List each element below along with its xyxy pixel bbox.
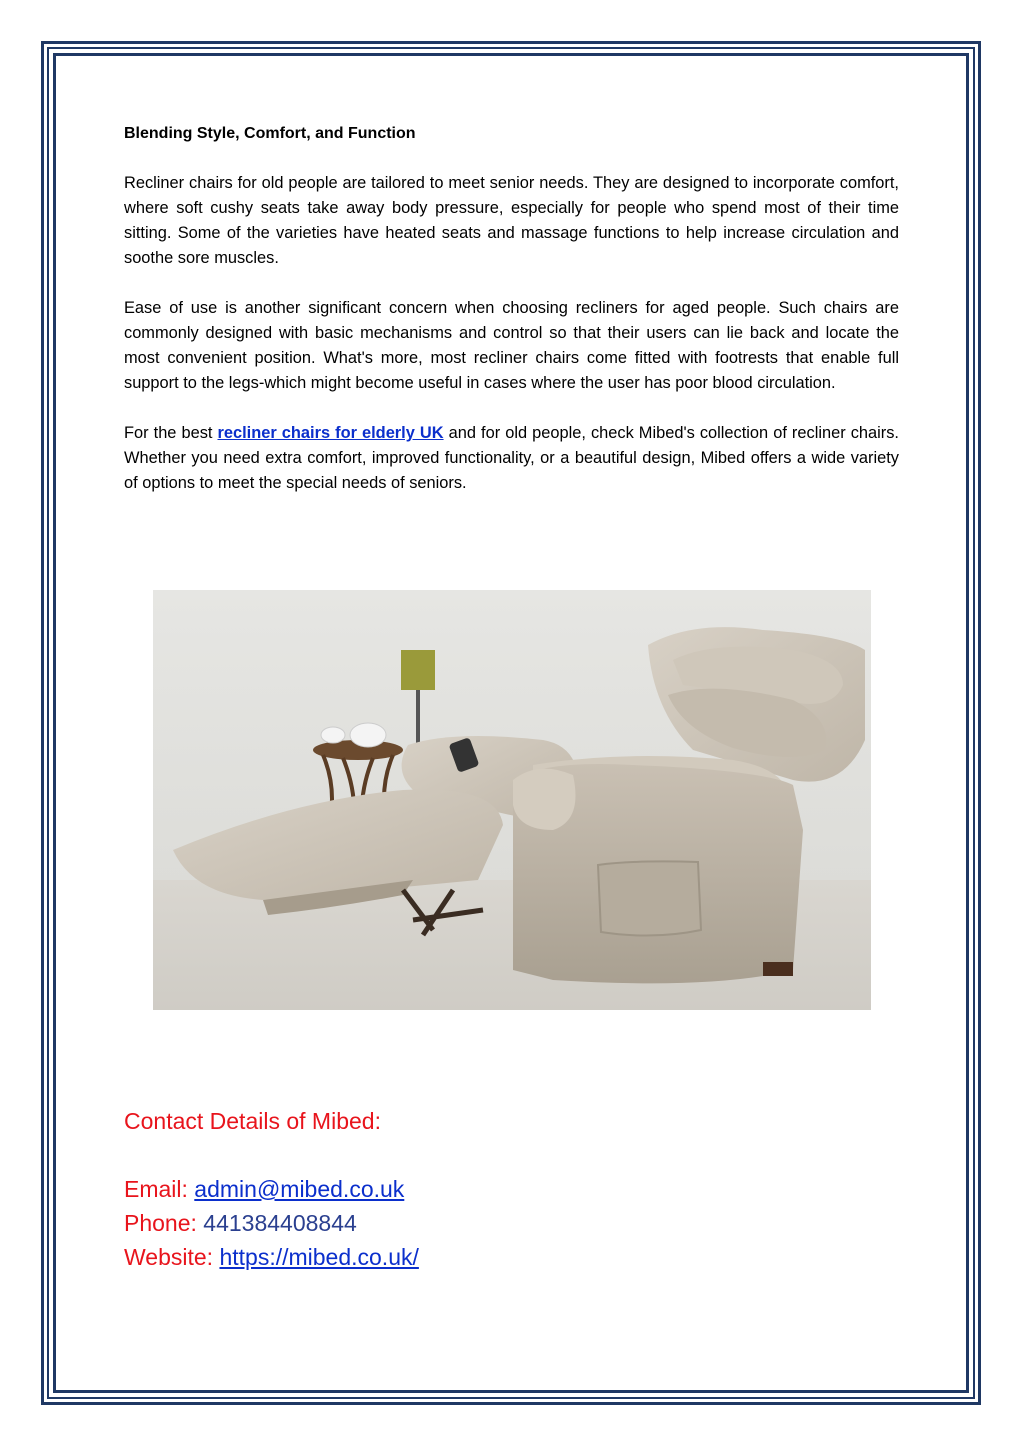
paragraph-comfort: Recliner chairs for old people are tailored to meet senior needs. They are designed to incorporate comfort, where soft cushy seats take away body pressure, especially for people who spend most of their time sitting. Some of the varieties have heated seats and massage functions to help increase circulation and soothe sore muscles. xyxy=(124,174,899,267)
email-label: Email: xyxy=(124,1176,195,1202)
recliner-chairs-link[interactable]: recliner chairs for elderly UK xyxy=(217,424,444,442)
article-body xyxy=(124,123,899,521)
paragraph-text-after-link: and for old people, check Mibed's collection of recliner chairs. Whether you need extra comfort, improved functionality, or a beautiful design, Mibed offers a wide variety of options to meet the special needs of seniors. xyxy=(124,424,899,492)
website-line xyxy=(124,1240,824,1274)
email-line xyxy=(124,1172,824,1206)
recliner-chair-photo xyxy=(153,590,871,1010)
paragraph-ease-of-use: Ease of use is another significant concern when choosing recliners for aged people. Such chairs are commonly designed with basic mechanisms and control so that their users can lie back and locate the most convenient position. What's more, most recliner chairs come fitted with footrests that enable full support to the legs-which might become useful in cases where the user has poor blood circulation. xyxy=(124,299,899,392)
phone-line xyxy=(124,1206,824,1240)
paragraph-text-before-link: For the best xyxy=(124,424,218,442)
contact-title: Contact Details of Mibed: xyxy=(124,1108,381,1134)
article-heading: Blending Style, Comfort, and Function xyxy=(124,125,416,142)
phone-number: 441384408844 xyxy=(203,1210,357,1236)
website-label: Website: xyxy=(124,1244,220,1270)
contact-section xyxy=(124,1104,824,1274)
email-link[interactable]: admin@mibed.co.uk xyxy=(194,1176,405,1202)
paragraph-mibed-collection xyxy=(124,421,899,496)
website-link[interactable]: https://mibed.co.uk/ xyxy=(219,1244,419,1270)
phone-label: Phone: xyxy=(124,1210,204,1236)
